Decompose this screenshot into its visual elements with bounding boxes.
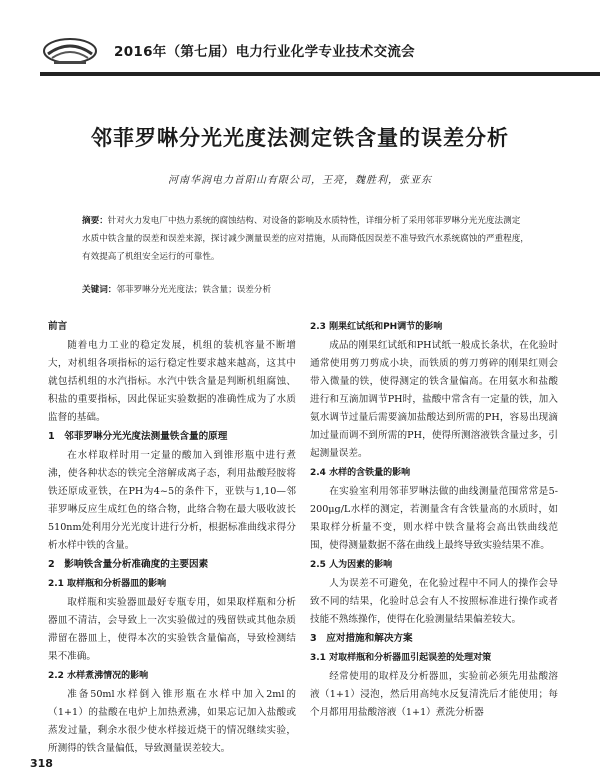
section-2-3-paragraph: 成品的刚果红试纸和PH试纸一般成长条状，在化验时通常使用剪刀剪成小块，而铁质的剪刀剪碎的刚果红则会带入微量的铁，使得测定的铁含量偏高。在用氨水和盐酸进行和互滴加调节PH时，盐酸中常含有一定量的铁，加入氨水调节过量后需要滴加盐酸达到所需的PH，容易出现滴加过量而调不到所需的PH，使得所测溶液铁含量过多，引起测量误差。 [310, 340, 558, 459]
section-1-heading: 1 邻菲罗啉分光光度法测量铁含量的原理 [48, 431, 228, 442]
section-2-2-paragraph: 准备50ml水样倒入锥形瓶在水样中加入2ml的（1+1）的盐酸在电炉上加热煮沸，如果忘记加入盐酸或蒸发过量，剩余水很少使水样接近烧干的情况继续实验，所测得的铁含量偏低，导致测量误差较大。 [48, 689, 296, 754]
section-2-1-paragraph: 取样瓶和实验器皿最好专瓶专用，如果取样瓶和分析器皿不清洁，会导致上一次实验做过的残留铁或其他杂质滞留在器皿上，使得本次的实验铁含量偏高，导致检测结果不准确。 [48, 597, 296, 662]
paper-authors: 河南华润电力首阳山有限公司，王亮，魏胜利，张亚东 [168, 175, 432, 186]
abstract-line: 水质中铁含量的误差和误差来源，探讨减少测量误差的应对措施，从而降低因误差不准导致汽水系统腐蚀的严重程度， [82, 234, 529, 244]
keywords-text: 邻菲罗啉分光光度法；铁含量；误差分析 [116, 285, 272, 295]
abstract [82, 212, 580, 266]
header-rule [40, 72, 600, 76]
section-3-1-paragraph: 经常使用的取样及分析器皿，实验前必须先用盐酸溶液（1+1）浸泡，然后用高纯水反复清洗后才能使用；每个月都用用盐酸溶液（1+1）煮洗分析器 [310, 671, 558, 718]
section-2-1-heading: 2.1 取样瓶和分析器皿的影响 [48, 579, 167, 589]
section-3-1-heading: 3.1 对取样瓶和分析器皿引起误差的处理对策 [310, 653, 492, 663]
conference-header [40, 36, 580, 66]
page-number: 318 [30, 757, 53, 770]
paper-title: 邻菲罗啉分光光度法测定铁含量的误差分析 [91, 126, 509, 150]
keywords-label: 关键词： [82, 285, 117, 295]
abstract-text-1: 针对火力发电厂中热力系统的腐蚀结构、对设备的影响及水质特性，详细分析了采用邻菲罗啉分光光度法测定 [107, 216, 521, 226]
right-column [310, 317, 558, 722]
keywords [82, 283, 580, 295]
abstract-line [82, 212, 580, 230]
conference-title: 2016年（第七届）电力行业化学专业技术交流会 [114, 44, 415, 60]
left-column [48, 317, 296, 758]
section-2-heading: 2 影响铁含量分析准确度的主要因素 [48, 559, 209, 570]
section-1-paragraph: 在水样取样时用一定量的酸加入到锥形瓶中进行煮沸，使各种状态的铁完全溶解成离子态，利用盐酸羟胺将铁还原成亚铁，在PH为4~5的条件下，亚铁与1,10—邻菲罗啉反应生成红色的络合物，此络合物在最大吸收波长510nm处利用分光光度计进行分析，根据标准曲线求得分析水样中铁的含量。 [48, 450, 296, 551]
section-2-2-heading: 2.2 水样煮沸情况的影响 [48, 671, 149, 681]
section-3-heading: 3 应对措施和解决方案 [310, 633, 413, 644]
conference-logo-icon [40, 36, 100, 66]
abstract-label: 摘要： [82, 216, 108, 226]
section-2-3-heading: 2.3 刚果红试纸和PH调节的影响 [310, 322, 443, 332]
section-2-5-paragraph: 人为误差不可避免，在化验过程中不同人的操作会导致不同的结果，化验时总会有人不按照标准进行操作或者技能不熟练操作，使得在化验测量结果偏差较大。 [310, 578, 558, 625]
abstract-line: 有效提高了机组安全运行的可靠性。 [82, 252, 220, 262]
section-2-5-heading: 2.5 人为因素的影响 [310, 560, 393, 570]
preface-heading: 前言 [48, 321, 68, 332]
preface-paragraph: 随着电力工业的稳定发展，机组的装机容量不断增大，对机组各项指标的运行稳定性要求越来越高，这其中就包括机组的水汽指标。水汽中铁含量是判断机组腐蚀、积盐的重要指标，因此保证实验数据的准确性成为了水质监督的基础。 [48, 340, 296, 423]
section-2-4-paragraph: 在实验室利用邻菲罗啉法做的曲线测量范围常常是5-200μg/L水样的测定，若测量含有含铁量高的水质时，如果取样分析量不变，则水样中铁含量将会高出铁曲线范围，使得测量数据不落在曲线上最终导致实验结果不准。 [310, 486, 558, 551]
section-2-4-heading: 2.4 水样的含铁量的影响 [310, 468, 411, 478]
